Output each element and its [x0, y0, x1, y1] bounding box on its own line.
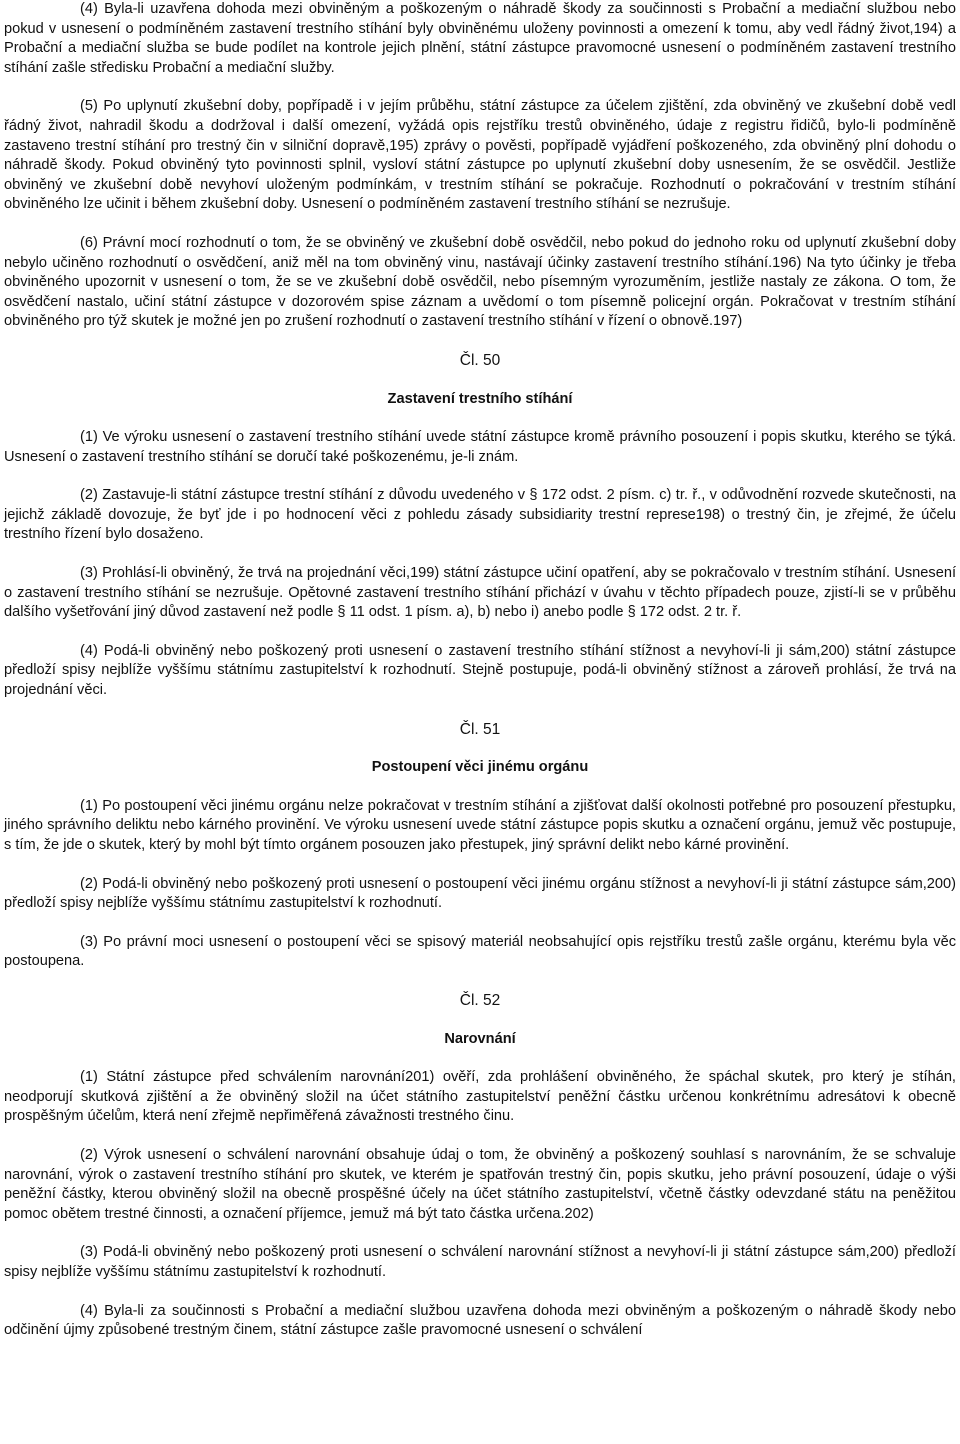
- article-50-number: Čl. 50: [459, 351, 501, 369]
- article-52-number: Čl. 52: [459, 991, 501, 1009]
- paragraph-49-6: (6) Právní mocí rozhodnutí o tom, že se obviněný ve zkušební době osvědčil, nebo pokud do jednoho roku od uplynutí zkušební doby nebylo učiněno rozhodnutí o osvědčení, aniž měl na tom obviněný vinu, nastávají účinky zastavení trestního stíhání.196) Na tyto účinky je třeba obviněného upozornit v usnesení o tom, že se ve zkušební době osvědčil, nebo písemným vyrozuměním, jestliže nastaly ze zákona. O tom, že osvědčení nastalo, učiní státní zástupce v dozorovém spise záznam a uvědomí o tom písemně policejní orgán. Pokračovat v trestním stíhání obviněného pro týž skutek je možné jen po zrušení rozhodnutí o zastavení trestního stíhání v řízení o obnově.197): [4, 234, 956, 330]
- paragraph-49-4: (4) Byla-li uzavřena dohoda mezi obviněným a poškozeným o náhradě škody za součinnosti s Probační a mediační službou nebo pokud v usnesení o podmíněném zastavení trestního stíhání byly obviněnému uloženy povinnosti a omezení k tomu, aby vedl řádný život,194) a Probační a mediační služba se bude podílet na kontrole jejich plnění, státní zástupce pravomocné usnesení o podmíněném zastavení trestního stíhání zašle středisku Probační a mediační služby.: [4, 1, 956, 76]
- paragraph-52-1: (1) Státní zástupce před schválením narovnání201) ověří, zda prohlášení obviněného, že spáchal skutek, pro který je stíhán, neodporují skutková zjištění a že obviněný složil na účet státního zastupitelství peněžní částku určenou konkrétnímu adresátovi k obecně prospěšným účelům, která není zřejmě nepřiměřená závažnosti trestného činu.: [4, 1069, 956, 1125]
- article-51-title: Postoupení věci jinému orgánu: [371, 759, 589, 776]
- paragraph-52-4: (4) Byla-li za součinnosti s Probační a mediační službou uzavřena dohoda mezi obviněným a poškozeným o náhradě škody nebo odčinění újmy způsobené trestným činem, státní zástupce zašle pravomocné usnesení o schválení: [4, 1302, 956, 1339]
- paragraph-50-1: (1) Ve výroku usnesení o zastavení trestního stíhání uvede státní zástupce kromě právního posouzení i popis skutku, kterého se týká. Usnesení o zastavení trestního stíhání se doručí také poškozenému, je-li znám.: [4, 429, 956, 465]
- article-50-title: Zastavení trestního stíhání: [387, 390, 573, 407]
- paragraph-51-2: (2) Podá-li obviněný nebo poškozený proti usnesení o postoupení věci jinému orgánu stížnost a nevyhoví-li ji státní zástupce sám,200) předloží spisy nejblíže vyššímu státnímu zastupitelství k rozhodnutí.: [4, 875, 956, 912]
- article-51-number: Čl. 51: [459, 720, 501, 738]
- paragraph-50-3: (3) Prohlásí-li obviněný, že trvá na projednání věci,199) státní zástupce učiní opatření, aby se pokračovalo v trestním stíhání. Usnesení o zastavení trestního stíhání se nezrušuje. Opětovné zastavení trestního stíhání přichází v úvahu v těchto případech pouze, zjistí-li se v průběhu dalšího vyšetřování jiný důvod zastavení než podle § 11 odst. 1 písm. a), b) nebo i) anebo podle § 172 odst. 2 tr. ř.: [4, 565, 956, 621]
- paragraph-49-5: (5) Po uplynutí zkušební doby, popřípadě i v jejím průběhu, státní zástupce za účelem zjištění, zda obviněný ve zkušební době vedl řádný život, nahradil škodu a dodržoval i další omezení, vyžádá opis rejstříku trestů obviněného, údaje z registru řidičů, bylo-li podmíněně zastaveno trestní stíhání pro trestný čin v silniční dopravě,195) zprávy o pověsti, popřípadě vyjádření poškozeného, zda obviněný plní dohodu o náhradě škody. Pokud obviněný tyto povinnosti splnil, vysloví státní zástupce po uplynutí zkušební doby usnesením, že se osvědčil. Jestliže obviněný ve zkušební době nevyhoví uloženým podmínkám, v trestním stíhání se pokračuje. Rozhodnutí o pokračování v trestním stíhání obviněného lze učinit i během zkušební doby. Usnesení o podmíněném zastavení trestního stíhání se nezrušuje.: [4, 98, 956, 213]
- article-52-title: Narovnání: [444, 1030, 516, 1047]
- paragraph-50-4: (4) Podá-li obviněný nebo poškozený proti usnesení o zastavení trestního stíhání stížnost a nevyhoví-li ji sám,200) státní zástupce předloží spisy nejblíže vyššímu státnímu zastupitelství k rozhodnutí. Stejně postupuje, podá-li obviněný stížnost a zároveň prohlásí, že trvá na projednání věci.: [4, 642, 956, 699]
- paragraph-52-3: (3) Podá-li obviněný nebo poškozený proti usnesení o schválení narovnání stížnost a nevyhoví-li ji státní zástupce sám,200) předloží spisy nejblíže vyššímu státnímu zastupitelství k rozhodnutí.: [4, 1244, 956, 1280]
- paragraph-50-2: (2) Zastavuje-li státní zástupce trestní stíhání z důvodu uvedeného v § 172 odst. 2 písm. c) tr. ř., v odůvodnění rozvede skutečnosti, na jejichž základě dovozuje, že byť jde i po hodnocení věci z pohledu zásady subsidiarity trestní represe198) o trestný čin, je zřejmé, že účelu trestního řízení bylo dosaženo.: [4, 487, 956, 543]
- paragraph-52-2: (2) Výrok usnesení o schválení narovnání obsahuje údaj o tom, že obviněný a poškozený souhlasí s narovnáním, že se schvaluje narovnání, výrok o zastavení trestního stíhání pro skutek, ve kterém je spatřován trestný čin, popis skutku, jeho právní posouzení, údaje o výši peněžní částky, kterou obviněný složil na obecně prospěšné účely na účet státního zastupitelství, včetně částky odevzdané státu na peněžitou pomoc obětem trestné činnosti, a označení příjemce, jemuž má být tato částka určena.202): [4, 1146, 956, 1222]
- paragraph-51-1: (1) Po postoupení věci jinému orgánu nelze pokračovat v trestním stíhání a zjišťovat další okolnosti potřebné pro posouzení přestupku, jiného správního deliktu nebo kárného provinění. Ve výroku usnesení uvede státní zástupce popis skutku a označení orgánu, jemuž věc postupuje, s tím, že jde o skutek, který by mohl být tímto orgánem posouzen jako přestupek, jiný správní delikt nebo kárné provinění.: [4, 797, 956, 853]
- paragraph-51-3: (3) Po právní moci usnesení o postoupení věci se spisový materiál neobsahující opis rejstříku trestů zašle orgánu, kterému byla věc postoupena.: [4, 933, 956, 970]
